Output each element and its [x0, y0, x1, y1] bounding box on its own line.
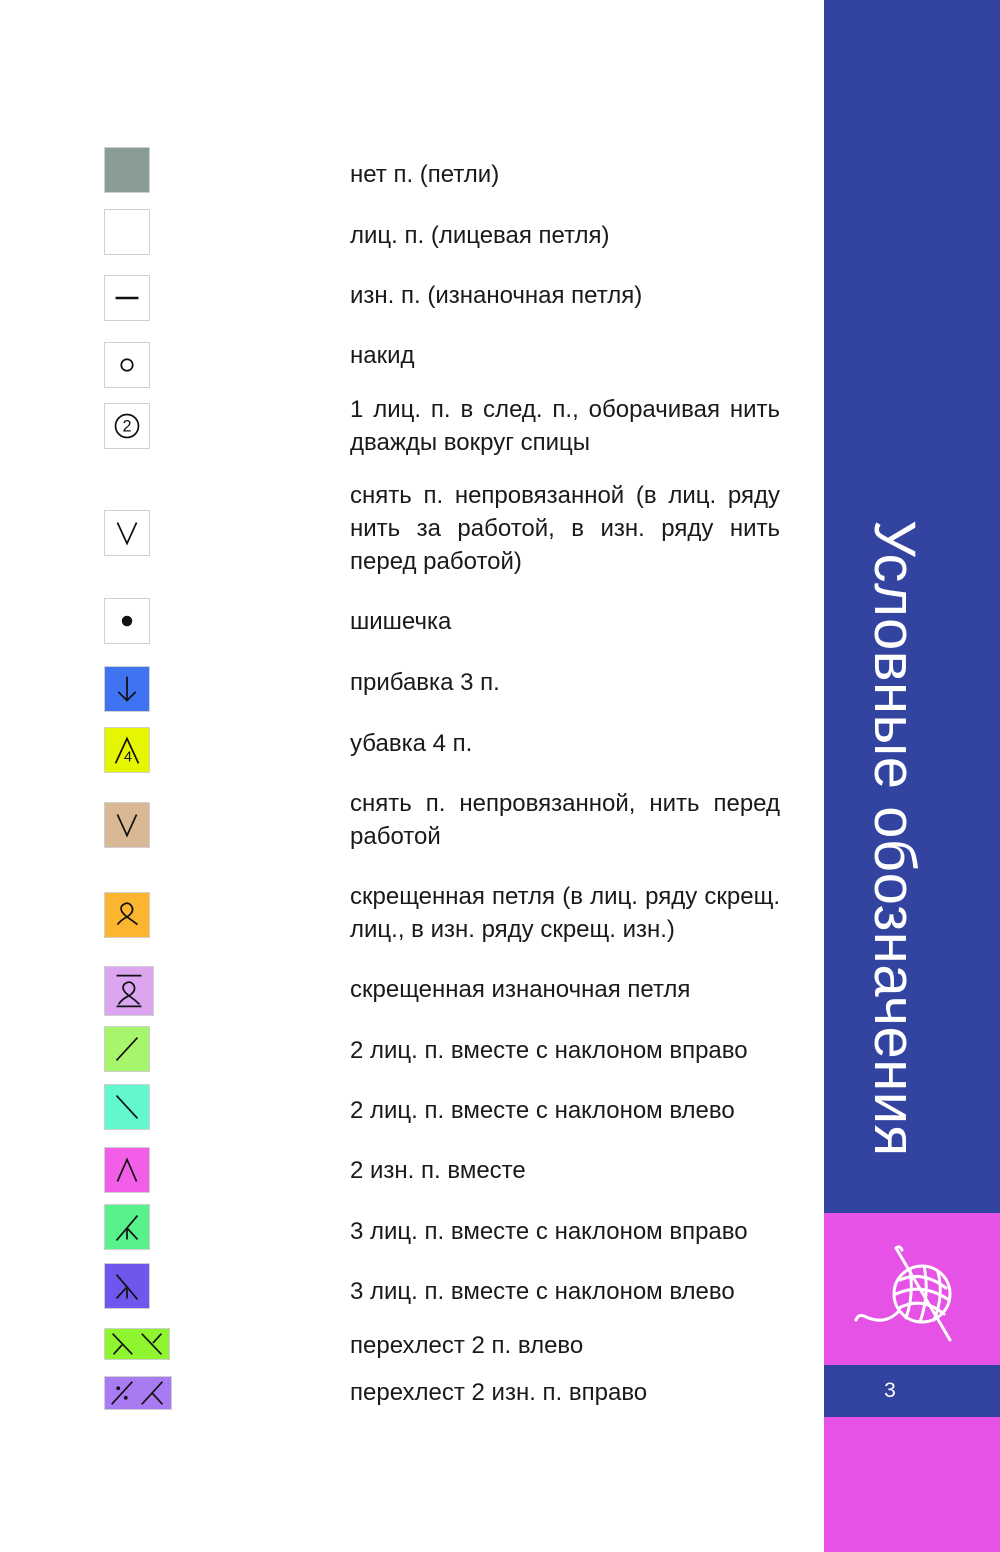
- circled-two-label: 2: [122, 417, 132, 436]
- yarn-over-circle-icon: [104, 342, 150, 388]
- legend-text: прибавка 3 п.: [350, 669, 500, 696]
- legend-text: 2 лиц. п. вместе с наклоном вправо: [350, 1037, 748, 1064]
- legend-text: накид: [350, 342, 415, 369]
- three-right-icon: [104, 1204, 150, 1250]
- slip-v-icon: [104, 510, 150, 556]
- legend-text: снять п. непровязанной, нить перед работой: [350, 790, 780, 850]
- knit-stitch-icon: [104, 209, 150, 255]
- twisted-purl-loop-icon: [104, 966, 154, 1016]
- legend-text: 2 лиц. п. вместе с наклоном влево: [350, 1097, 735, 1124]
- decrease-four-label: 4: [123, 749, 132, 766]
- page-number: 3: [884, 1379, 896, 1402]
- legend-text: снять п. непровязанной (в лиц. ряду нить за работой, в изн. ряду нить перед работой): [350, 482, 780, 575]
- circled-two-icon: [104, 403, 150, 449]
- legend-text: 3 лиц. п. вместе с наклоном вправо: [350, 1218, 748, 1245]
- legend-text: нет п. (петли): [350, 161, 500, 188]
- legend-text: лиц. п. (лицевая петля): [350, 222, 610, 249]
- legend-text: 1 лиц. п. в след. п., оборачивая нить дважды вокруг спицы: [350, 396, 780, 456]
- left-slant-icon: [104, 1084, 150, 1130]
- legend-text: 2 изн. п. вместе: [350, 1157, 526, 1184]
- legend-text: убавка 4 п.: [350, 730, 473, 757]
- legend-text: перехлест 2 п. влево: [350, 1332, 584, 1359]
- down-arrow-icon: [104, 666, 150, 712]
- bobble-dot-icon: [104, 598, 150, 644]
- twisted-loop-icon: [104, 892, 150, 938]
- section-title: Условные обозначения: [862, 520, 927, 1157]
- decrease-four-icon: [104, 727, 150, 773]
- no-stitch-icon: [104, 147, 150, 193]
- legend-text: перехлест 2 изн. п. вправо: [350, 1379, 648, 1406]
- caret-up-icon: [104, 1147, 150, 1193]
- legend-text: шишечка: [350, 608, 452, 635]
- legend-text: скрещенная петля (в лиц. ряду скрещ. лиц., в изн. ряду скрещ. изн.): [350, 883, 780, 943]
- purl-dash-icon: [104, 275, 150, 321]
- cross-purl-right-icon: [104, 1376, 172, 1410]
- legend-text: 3 лиц. п. вместе с наклоном влево: [350, 1278, 735, 1305]
- right-slant-icon: [104, 1026, 150, 1072]
- yarn-ball-needle-icon: [854, 1240, 964, 1348]
- slip-v-icon: [104, 802, 150, 848]
- legend-text: изн. п. (изнаночная петля): [350, 282, 643, 309]
- three-left-icon: [104, 1263, 150, 1309]
- sidebar: [824, 0, 1000, 1552]
- cross-left-icon: [104, 1328, 170, 1360]
- legend-text: скрещенная изнаночная петля: [350, 976, 691, 1003]
- sidebar-pink-bottom: [824, 1417, 1000, 1552]
